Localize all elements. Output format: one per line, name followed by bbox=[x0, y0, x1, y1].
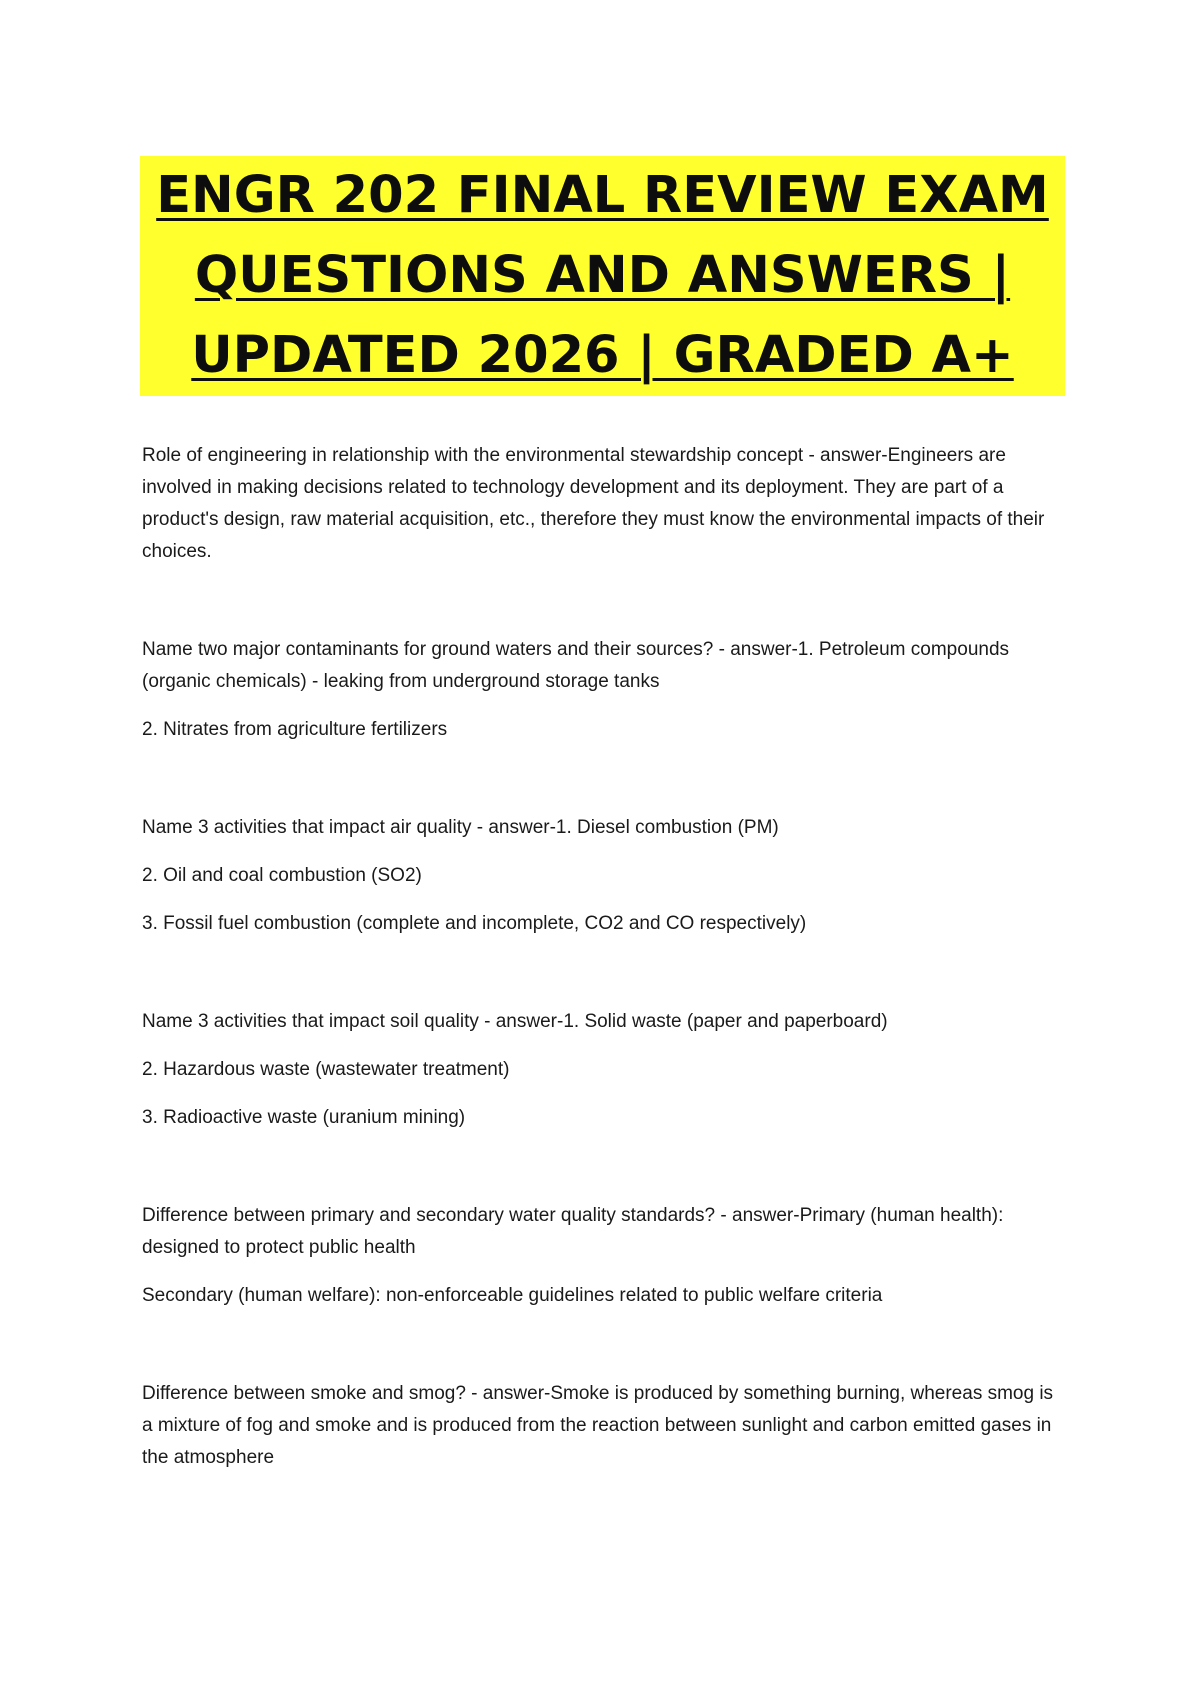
qa-text: 2. Nitrates from agriculture fertilizers bbox=[142, 719, 448, 740]
qa-text: 2. Oil and coal combustion (SO2) bbox=[142, 865, 422, 886]
qa-item bbox=[142, 1200, 1067, 1312]
qa-item bbox=[142, 812, 1067, 940]
qa-text: Name two major contaminants for ground waters and their sources? - answer-1. Petroleum compounds (organic chemicals) - leaking from underground storage tanks bbox=[142, 639, 1010, 692]
qa-text: 3. Fossil fuel combustion (complete and incomplete, CO2 and CO respectively) bbox=[142, 913, 807, 934]
qa-text: Role of engineering in relationship with the environmental stewardship concept - answer-Engineers are involved in making decisions related to technology development and its deployment. They are part of a product's design, raw material acquisition, etc., therefore they must know the environmental impacts of their choices. bbox=[142, 445, 1045, 562]
document-title bbox=[156, 156, 1049, 396]
qa-text: Difference between smoke and smog? - answer-Smoke is produced by something burning, whereas smog is a mixture of fog and smoke and is produced from the reaction between sunlight and carbon emitted gases in the atmosphere bbox=[142, 1383, 1054, 1468]
qa-item bbox=[142, 634, 1067, 746]
title-line-2: QUESTIONS AND ANSWERS | bbox=[194, 246, 1011, 305]
qa-text: Secondary (human welfare): non-enforceable guidelines related to public welfare criteria bbox=[142, 1285, 883, 1306]
title-line-3: UPDATED 2026 | GRADED A+ bbox=[191, 326, 1014, 385]
qa-text: Name 3 activities that impact soil quality - answer-1. Solid waste (paper and paperboard) bbox=[142, 1011, 888, 1032]
qa-text: Name 3 activities that impact air quality - answer-1. Diesel combustion (PM) bbox=[142, 817, 779, 838]
qa-item bbox=[142, 1378, 1067, 1474]
qa-item bbox=[142, 440, 1067, 568]
title-line-1: ENGR 202 FINAL REVIEW EXAM bbox=[156, 166, 1049, 225]
title-banner bbox=[140, 156, 1065, 396]
qa-item bbox=[142, 1006, 1067, 1134]
qa-text: 2. Hazardous waste (wastewater treatment) bbox=[142, 1059, 510, 1080]
qa-text: 3. Radioactive waste (uranium mining) bbox=[142, 1107, 466, 1128]
qa-list bbox=[142, 440, 1067, 1540]
qa-text: Difference between primary and secondary water quality standards? - answer-Primary (human health): designed to protect public health bbox=[142, 1205, 1004, 1258]
